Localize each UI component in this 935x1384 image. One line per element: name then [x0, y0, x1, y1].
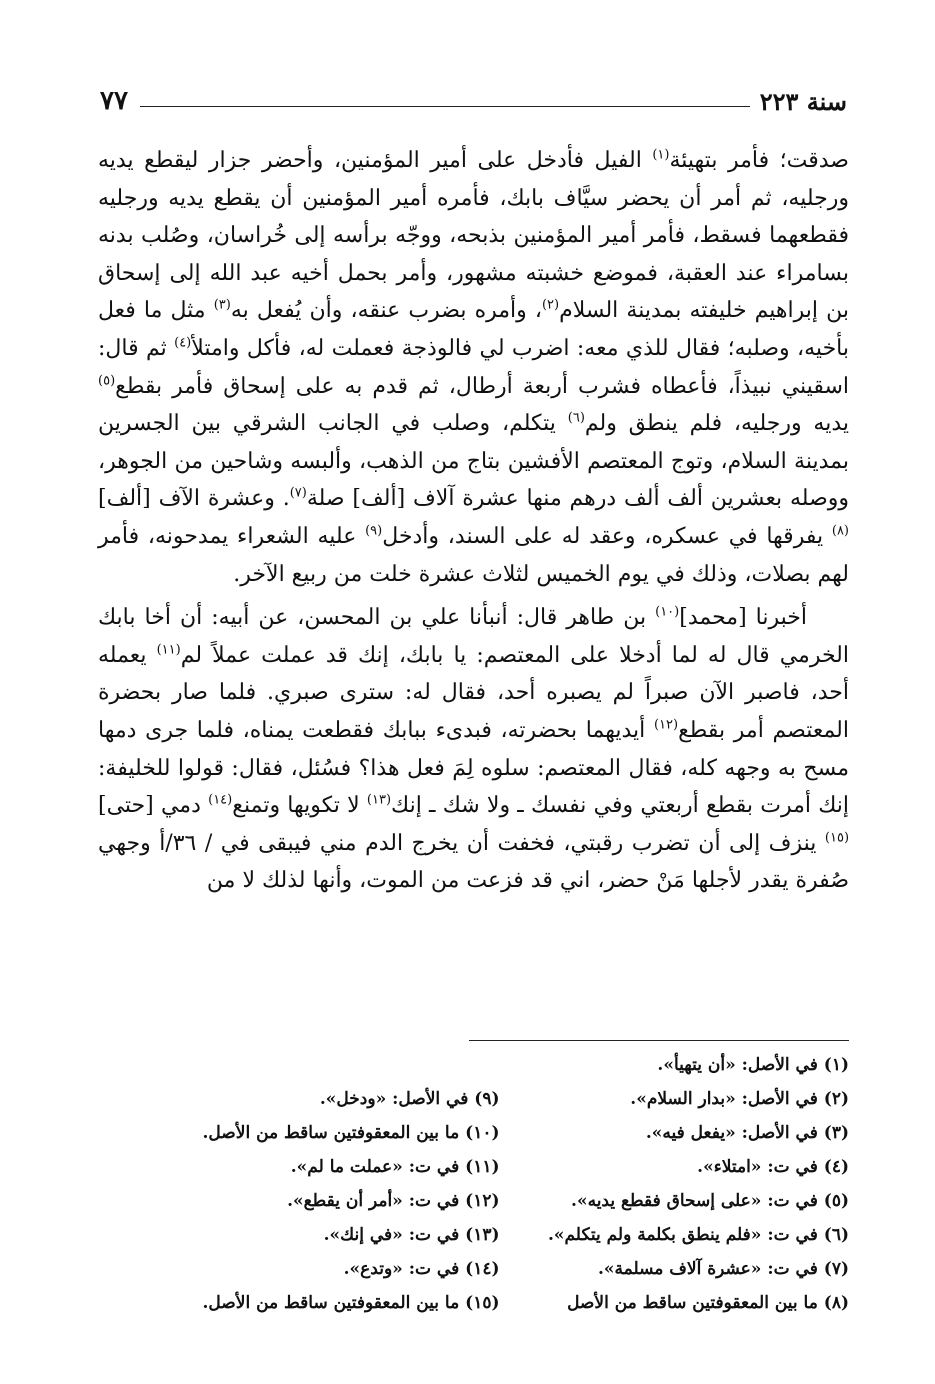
footnote: (١) في الأصل: «أن يتهيأ».	[657, 1055, 849, 1075]
page-number: ٧٧	[100, 86, 128, 116]
text-run: بن طاهر قال: أنبأنا علي بن المحسن، عن أبيه: أن أخا بابك الخرمي قال له لما أدخلا على المعتصم: يا بابك، إنك قد عملت عملاً لم	[98, 605, 849, 668]
footnote: (١٤) في ت: «وتدع».	[343, 1259, 500, 1279]
footnote: (٦) في ت: «فلم ينطق بكلمة ولم يتكلم».	[547, 1225, 849, 1245]
footnote-marker: (١٢)	[653, 717, 679, 733]
text-run: . وعشرة الآف [ألف]	[98, 486, 290, 512]
running-header	[100, 82, 847, 116]
footnote: (١٠) ما بين المعقوفتين ساقط من الأصل.	[202, 1123, 500, 1143]
footnote: (٨) ما بين المعقوفتين ساقط من الأصل	[567, 1293, 849, 1313]
footnote-marker: (٢)	[541, 298, 560, 314]
text-run: مثل ما فعل بأخيه، وصلبه؛ فقال للذي معه: اضرب لي فالوذجة فعملت له، فأكل وامتلأ	[98, 298, 849, 361]
footnote: (١٣) في ت: «في إنك».	[323, 1225, 500, 1245]
footnote-marker: (٣)	[213, 298, 231, 314]
footnote-column-right	[500, 1048, 850, 1320]
footnote: (١٢) في ت: «أمر أن يقطع».	[287, 1191, 500, 1211]
header-year: سنة ٢٢٣	[759, 87, 847, 116]
footnote-marker: (٦)	[567, 410, 585, 426]
footnote-marker: (١٤)	[208, 792, 233, 808]
footnote-marker: (١٥)	[824, 830, 850, 846]
footnote: (٩) في الأصل: «ودخل».	[319, 1089, 500, 1109]
text-run: الفيل فأدخل على أمير المؤمنين، وأحضر جزار ليقطع يديه ورجليه، ثم أمر أن يحضر سيَّاف بابك، فأمره أمير المؤمنين أن يقطع يديه ورجليه فقطعهما فسقط، فأمر أمير المؤمنين بذبحه، ووجّه برأسه إلى خُراسان، وصُلب بدنه بسامراء عند العقبة، فموضع خشبته مشهور، وأمر بحمل أخيه عبد الله إلى إسحاق بن إبراهيم خليفته بمدينة السلام	[98, 148, 850, 324]
text-run: أيديهما بحضرته، فبدىء ببابك فقطعت يمناه، فلما جرى دمها مسح به وجهه كله، فقال المعتصم: سلوه لِمَ فعل هذا؟ فسُئل، فقال: قولوا للخليفة: إنك أمرت بقطع أربعتي وفي نفسك ـ ولا شك ـ إنك	[98, 717, 849, 819]
footnote-marker: (٤)	[174, 335, 192, 351]
footnote-marker: (١)	[652, 147, 670, 163]
footnote: (١٥) ما بين المعقوفتين ساقط من الأصل.	[202, 1293, 500, 1313]
footnotes	[150, 1048, 849, 1320]
paragraph-1	[98, 142, 849, 593]
footnote-marker: (٥)	[98, 373, 116, 389]
text-run: أخبرنا [محمد]	[679, 605, 807, 631]
text-run: ثم قال: اسقيني نبيذاً، فأعطاه فشرب أربعة أرطال، ثم قدم به على إسحاق فأمر بقطع	[98, 335, 849, 399]
footnote-marker: (١٣)	[366, 792, 392, 808]
header-rule	[140, 106, 750, 107]
footnote: (١١) في ت: «عملت ما لم».	[290, 1157, 500, 1177]
footnote-marker: (٧)	[289, 486, 307, 502]
text-run: عليه الشعراء يمدحونه، فأمر لهم بصلات، وذلك في يوم الخميس لثلاث عشرة خلت من ربيع الآخر.	[98, 523, 849, 587]
footnote: (٥) في ت: «على إسحاق فقطع يديه».	[571, 1191, 849, 1211]
text-run: لا تكويها وتمنع	[232, 793, 367, 819]
text-run: ينزف إلى أن تضرب رقبتي، فخفت أن يخرج الدم مني فيبقى في / ٣٦/أ وجهي صُفرة يقدر لأجلها مَنْ حضر، اني قد فزعت من الموت، وأنها لذلك لا من	[98, 830, 849, 894]
footnote: (٧) في ت: «عشرة آلاف مسلمة».	[597, 1259, 849, 1279]
text-run: يفرقها في عسكره، وعقد له على السند، وأدخل	[382, 523, 832, 549]
footnote-marker: (١٠)	[655, 604, 680, 620]
footnote: (٤) في ت: «امتلاء».	[697, 1157, 849, 1177]
text-run: دمي [حتى]	[98, 793, 209, 819]
text-run: ، وأمره بضرب عنقه، وأن يُفعل به	[230, 298, 542, 324]
footnote-marker: (٩)	[365, 523, 383, 539]
footnote-separator	[469, 1040, 849, 1041]
footnote: (٢) في الأصل: «بدار السلام».	[630, 1089, 849, 1109]
footnote-column-left	[150, 1048, 500, 1320]
footnote: (٣) في الأصل: «يفعل فيه».	[645, 1123, 849, 1143]
footnote-marker: (٨)	[831, 523, 849, 539]
text-run: يديه ورجليه، فلم ينطق ولم	[584, 411, 849, 437]
text-run: صدقت؛ فأمر بتهيئة	[669, 148, 849, 173]
footnote-marker: (١١)	[156, 642, 181, 658]
text-run: يتكلم، وصلب في الجانب الشرقي بين الجسرين بمدينة السلام، وتوج المعتصم الأفشين بتاج من الذهب، وألبسه وشاحين من الجوهر، ووصله بعشرين ألف ألف درهم منها عشرة آلاف [ألف] صلة	[98, 411, 849, 512]
text-run: يعمله أحد، فاصبر الآن صبراً لم يصبره أحد، فقال له: سترى صبري. فلما صار بحضرة المعتصم أمر بقطع	[98, 642, 850, 743]
paragraph-2	[98, 599, 849, 900]
main-text	[98, 142, 849, 900]
